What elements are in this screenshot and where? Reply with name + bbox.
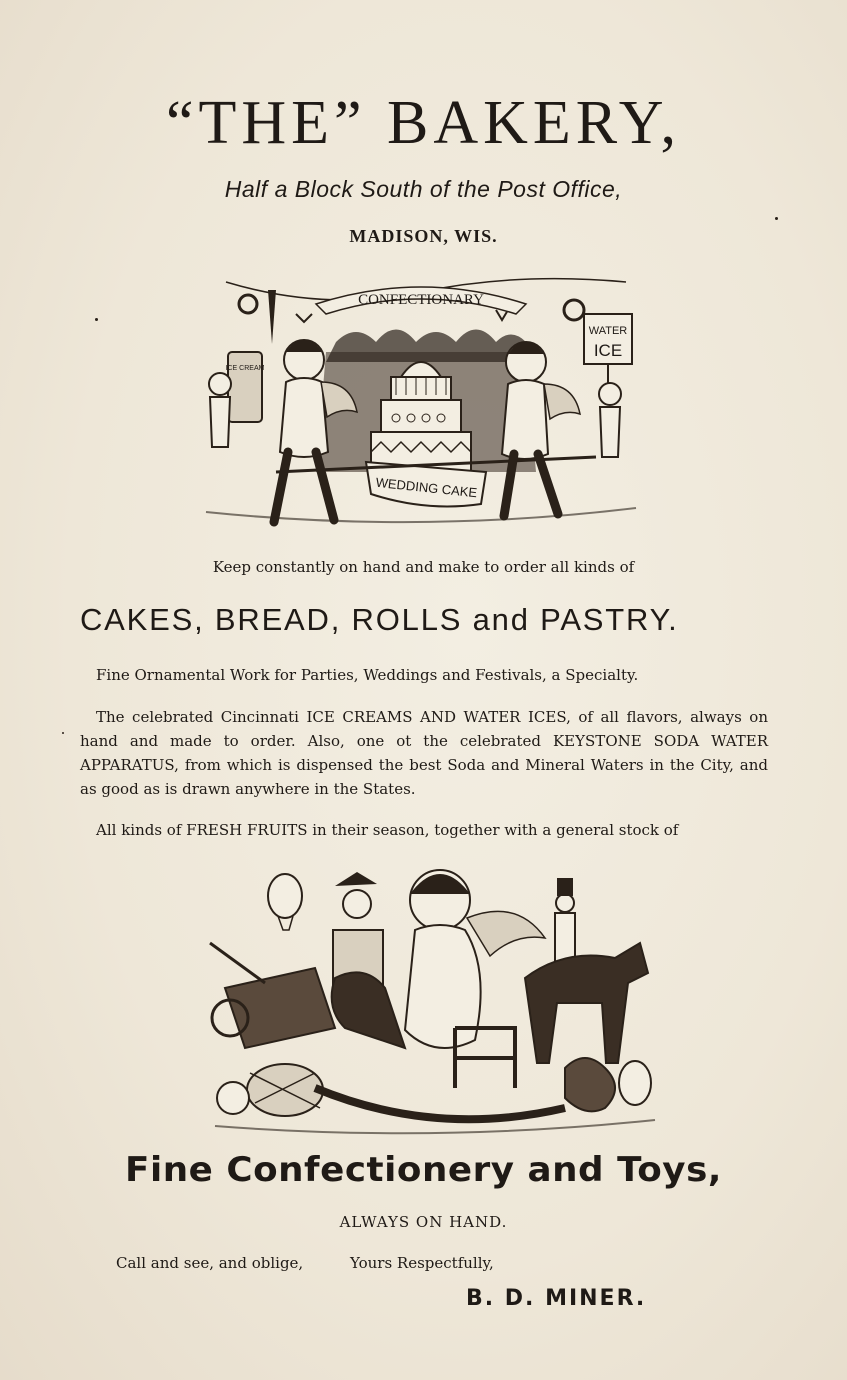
cherubs-cake-illustration <box>196 272 646 542</box>
location-subtitle: Half a Block South of the Post Office, <box>224 176 623 202</box>
always-on-hand: ALWAYS ON HAND. <box>339 1213 508 1231</box>
toy-horse-icon <box>525 943 648 1063</box>
ink-speck <box>95 318 98 321</box>
wreath-icon <box>239 295 257 313</box>
ink-speck <box>62 732 64 734</box>
svg-text:ICE CREAM: ICE CREAM <box>225 365 265 372</box>
call-and-see-line: Call and see, and oblige, <box>116 1254 304 1272</box>
closing-line: Yours Respectfully, <box>350 1254 494 1272</box>
city-line: MADISON, WIS. <box>349 226 498 246</box>
specialty-paragraph: Fine Ornamental Work for Parties, Weddings and Festivals, a Specialty. <box>96 666 639 684</box>
balloon-icon <box>268 874 302 918</box>
cherub-toys-illustration <box>205 858 665 1138</box>
fresh-fruits-paragraph: All kinds of FRESH FRUITS in their season, together with a general stock of <box>96 821 679 839</box>
svg-text:WATER: WATER <box>588 325 628 337</box>
violin-icon <box>565 1058 615 1111</box>
svg-text:CONFECTIONARY: CONFECTIONARY <box>358 292 484 308</box>
svg-text:ICE: ICE <box>593 341 623 360</box>
carrot-icon <box>268 290 276 344</box>
products-heading: CAKES, BREAD, ROLLS and PASTRY. <box>80 602 679 637</box>
signature: B. D. MINER. <box>466 1286 647 1311</box>
ice-cream-paragraph: The celebrated Cincinnati ICE CREAMS AND WATER ICES, of all flavors, always on hand and made to order. Also, one ot the celebrated KEYSTONE SODA WATER APPARATUS, from which is dispensed the best Soda and Mineral Waters in the City, and as good as is drawn anywhere in the States. <box>80 708 768 798</box>
ink-speck <box>775 217 778 220</box>
intro-line: Keep constantly on hand and make to order all kinds of <box>212 558 635 576</box>
page-title: “THE” BAKERY, <box>165 89 682 157</box>
mask-icon <box>619 1061 651 1105</box>
wreath-icon <box>564 300 584 320</box>
svg-text:WEDDING CAKE: WEDDING CAKE <box>375 474 478 501</box>
confectionery-headline: Fine Confectionery and Toys, <box>125 1150 722 1190</box>
